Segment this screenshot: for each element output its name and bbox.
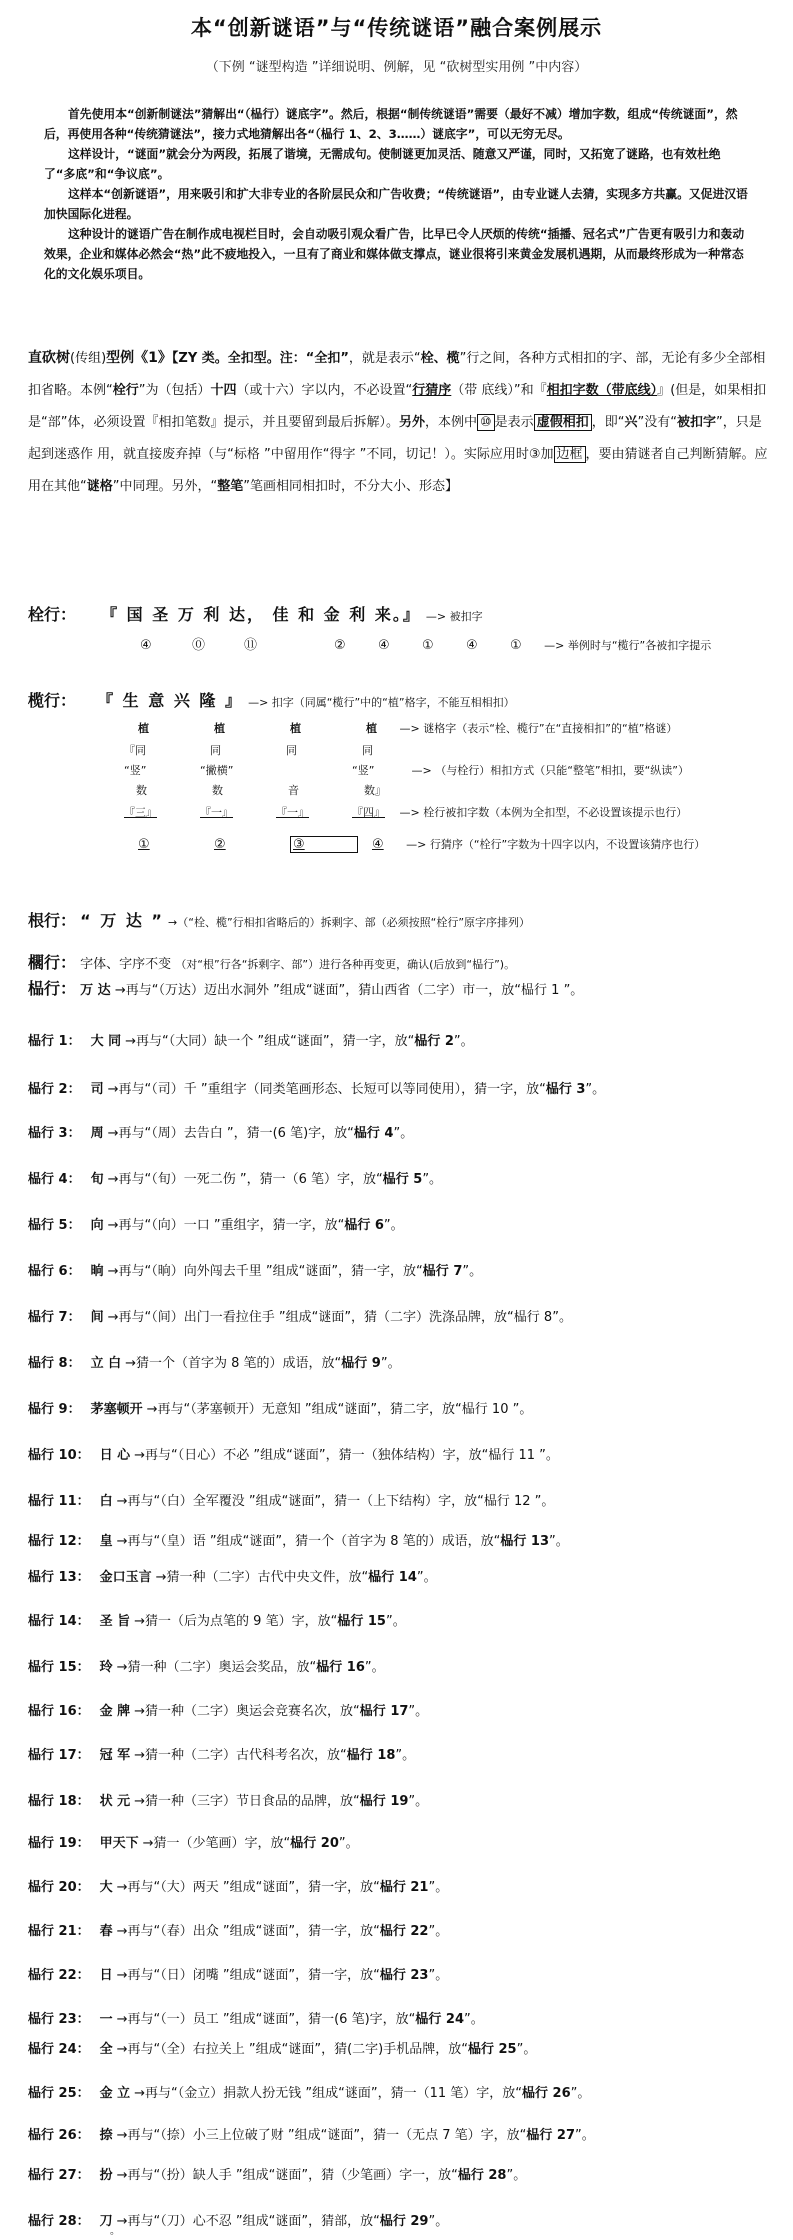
entry-value: 春: [99, 1924, 113, 1939]
entry-label: 榀行 25：: [28, 2086, 90, 2101]
entry-end: ”。: [383, 1218, 404, 1233]
entry-desc: →猜一种（二字）古代中央文件，放“: [155, 1570, 369, 1585]
shuan-nums-row: [140, 634, 711, 653]
entry-end: ”。: [552, 1310, 572, 1325]
entry-target: 榀行 16: [316, 1660, 365, 1675]
entry-label: 榀行 19：: [28, 1836, 90, 1851]
pin-entry: [28, 2164, 526, 2183]
entry-value: 旬: [90, 1172, 104, 1187]
entry-label: 榀行 17：: [28, 1748, 90, 1763]
entry-desc: →猜一种（二字）奥运会奖品，放“: [116, 1660, 317, 1675]
entry-value: 全: [99, 2042, 113, 2057]
entry-target: 榀行 22: [379, 1924, 429, 1939]
text-span: 栓、榄: [420, 351, 460, 366]
entry-end: ”。: [393, 1126, 414, 1141]
entry-target: 榀行 27: [526, 2128, 576, 2143]
entry-target: 榀行 2: [414, 1034, 454, 1049]
entry-end: ”。: [462, 1264, 483, 1279]
entry-label: 榀行 7：: [28, 1310, 81, 1325]
entry-target: 榀行 20: [290, 1836, 339, 1851]
entry-value: 甲天下: [99, 1836, 139, 1851]
lan-line: 『 生 意 兴 隆 』: [97, 691, 243, 710]
text-span: （或十六）字以内，不必设置“: [236, 383, 413, 398]
gen-desc: →（“栓、榄”行相扣省略后的）拆剩字、部（必须按照“栓行”原字序排列）: [168, 916, 531, 929]
text-span: 行猜序: [412, 383, 452, 398]
gen-label: 根行：: [28, 911, 77, 930]
pin-entry: [28, 1352, 401, 1371]
lan-cell: ④: [372, 837, 384, 852]
entry-label: 榀行 26：: [28, 2128, 90, 2143]
lan-row-zhi: [138, 720, 677, 736]
entry-target: 榀行 18: [346, 1748, 396, 1763]
pin-entry: [28, 1444, 559, 1463]
entry-label: 榀行 4：: [28, 1172, 81, 1187]
entry-value: 间: [90, 1310, 104, 1325]
entry-value: 金口玉言: [99, 1570, 152, 1585]
pin-entry: [28, 1920, 448, 1939]
entry-desc: →再与“（司）千 ”重组字（同类笔画形态、长短可以等同使用），猜一字，放“: [107, 1082, 546, 1097]
entry-target: 榀行 24: [415, 2012, 465, 2027]
entry-desc: →猜一（少笔画）字，放“: [142, 1836, 291, 1851]
shuan-num: ①: [510, 638, 522, 653]
pin-entry: [28, 1610, 406, 1629]
lan-label: 榄行：: [28, 691, 77, 710]
pin-entry: [28, 1260, 482, 1279]
entry-desc: →再与“（日）闭嘴 ”组成“谜面”，猜一字，放“: [116, 1968, 380, 1983]
entry-label: 榀行 1：: [28, 1034, 81, 1049]
text-span: ，即“: [591, 415, 625, 430]
entry-label: 榀行 24：: [28, 2042, 90, 2057]
shuan-num: ④: [140, 638, 152, 653]
page-title: 本“创新谜语”与“传统谜语”融合案例展示: [190, 16, 603, 40]
entry-value: 状 元: [99, 1794, 131, 1809]
entry-end: ”。: [385, 1614, 406, 1629]
entry-desc: →再与“（金立）捐款人扮无钱 ”组成“谜面”，猜一（11 笔）字，放“: [134, 2086, 523, 2101]
pin-entry: [28, 1030, 474, 1049]
entry-end: ”。: [549, 1534, 569, 1549]
entry-desc: →再与“（大同）缺一个 ”组成“谜面”，猜一字，放“: [125, 1034, 415, 1049]
entry-end: ”。: [464, 2012, 484, 2027]
entry-value: 周: [90, 1126, 104, 1141]
ge-label: 櫊行：: [28, 953, 77, 972]
text-span: ，本例中: [425, 415, 478, 430]
pin-entry: [28, 1078, 605, 1097]
text-span: “全扣”: [305, 351, 349, 366]
gen-row: [28, 908, 530, 931]
entry-value: 白: [99, 1494, 113, 1509]
entry-desc: →再与“（茅塞顿开）无意知 ”组成“谜面”，猜二字，放“榀行 10 ”。: [146, 1402, 533, 1417]
lan-note: —> 栓行被扣字数（本例为全扣型，不必设置该提示也行）: [399, 806, 688, 819]
entry-end: ”。: [422, 1172, 443, 1187]
entry-label: 榀行 21：: [28, 1924, 90, 1939]
ge-row: [28, 950, 515, 973]
entry-value: 司: [90, 1082, 104, 1097]
shuan-row: [28, 602, 483, 625]
shuan-note: —> 被扣字: [425, 610, 483, 623]
shuan-num: ④: [466, 638, 478, 653]
text-span: （带 底线）”和『: [451, 383, 547, 398]
gen-value: “ 万 达 ”: [80, 911, 164, 930]
text-span: 被扣字: [676, 415, 716, 430]
pin-entry: [28, 2210, 448, 2229]
pin-value: 万 达: [80, 983, 111, 998]
entry-end: ”。: [428, 2214, 449, 2229]
pin-entry: [28, 1214, 404, 1233]
pin-entry: [28, 1122, 413, 1141]
entry-end: ”。: [380, 1356, 401, 1371]
entry-target: 榀行 28: [457, 2168, 507, 2183]
text-span: 边框: [554, 446, 586, 463]
entry-label: 榀行 20：: [28, 1880, 90, 1895]
pin-entry: [28, 2082, 590, 2101]
pin-entry: [28, 1700, 428, 1719]
entry-label: 榀行 9：: [28, 1402, 81, 1417]
lan-cell: 『四』: [352, 806, 385, 819]
shuan-num: ④: [378, 638, 390, 653]
entry-desc: →猜一种（三字）节日食品的品牌，放“: [134, 1794, 360, 1809]
intro-paragraph: 这种设计的谜语广告在制作成电视栏目时，会自动吸引观众看广告，比早已令人厌烦的传统“插播、冠名式”广告更有吸引力和轰动效果，企业和媒体必然会“热”此不疲地投入，一旦有了商业和媒体做支撑点，谜业很将引来黄金发展机遇期，从而最终形成为一种常态化的文化娱乐项目。: [44, 227, 745, 281]
lan-cell: 『一』: [200, 806, 233, 819]
entry-value: 金 牌: [99, 1704, 131, 1719]
entry-desc: →再与“（旬）一死二伤 ”，猜一（6 笔）字，放“: [107, 1172, 383, 1187]
entry-desc: →再与“（周）去告白 ”，猜一(6 笔)字，放“: [107, 1126, 354, 1141]
text-span: ”行之间，各种方式相扣的字、部，无论有多少全部相扣省略。本例“: [28, 351, 766, 398]
entry-label: 榀行 14：: [28, 1614, 90, 1629]
lan-cell: 音: [288, 784, 299, 797]
entry-label: 榀行 22：: [28, 1968, 90, 1983]
intro-paragraph: 首先使用本“创新制谜法”猜解出“（榀行）谜底字”。然后，根据“制传统谜语”需要（最好不减）增加字数，组成“传统谜面”，然后，再使用各种“传统猜谜法”，接力式地猜解出各“（榀行 1、2、3……）谜底字”，可以无穷无尽。: [44, 107, 738, 141]
entry-value: 圣 旨: [99, 1614, 131, 1629]
entry-value: 冠 军: [99, 1748, 131, 1763]
entry-value: 皇: [99, 1534, 113, 1549]
entry-label: 榀行 23：: [28, 2012, 90, 2027]
example-number: 型例《1》: [106, 350, 172, 366]
entry-target: 榀行 5: [382, 1172, 423, 1187]
text-span: ”没有“: [637, 415, 677, 430]
lan-cell: 同: [362, 744, 373, 757]
entry-desc: →再与“（刀）心不忍 ”组成“谜面”，猜部，放“: [116, 2214, 380, 2229]
entry-desc: →再与“（一）员工 ”组成“谜面”，猜一(6 笔)字，放“: [116, 2012, 416, 2027]
pin-entry: [28, 2008, 484, 2027]
pin-label: 榀行：: [28, 979, 77, 998]
entry-label: 榀行 10：: [28, 1448, 90, 1463]
pin-entry: [28, 1398, 532, 1417]
pin-entry: [28, 1790, 428, 1809]
entry-value: 金 立: [99, 2086, 131, 2101]
lan-cell: 同: [210, 744, 221, 757]
lan-note: —> 谜格字（表示“栓、榄行”在“直接相扣”的“植”格谜）: [399, 722, 678, 735]
entry-desc: →猜一个（首字为 8 笔的）成语，放“: [125, 1356, 342, 1371]
lan-row-caixu: [138, 836, 705, 853]
shuan-note: —> 举例时与“榄行”各被扣字提示: [544, 639, 712, 652]
entry-desc: →再与“（皇）语 ”组成“谜面”，猜一个（首字为 8 笔的）成语，放“: [116, 1534, 501, 1549]
entry-target: 榀行 7: [422, 1264, 463, 1279]
entry-target: 榀行 29: [379, 2214, 429, 2229]
entry-desc: →再与“（大）两天 ”组成“谜面”，猜一字，放“: [116, 1880, 380, 1895]
shuan-num: ①: [422, 638, 434, 653]
lan-row-tong: [124, 742, 402, 758]
entry-target: 榀行 6: [344, 1218, 384, 1233]
entry-target: 榀行 19: [359, 1794, 409, 1809]
pin-entry: [28, 1656, 385, 1675]
entry-target: 榀行 13: [500, 1534, 550, 1549]
entry-end: ”。: [408, 1704, 429, 1719]
entry-label: 榀行 6：: [28, 1264, 81, 1279]
entry-target: 榀行 4: [353, 1126, 394, 1141]
pin-entry: [28, 1306, 572, 1325]
entry-end: ”。: [570, 2086, 591, 2101]
lan-note: —> （与栓行）相扣方式（只能“整笔”相扣，要“纵读”）: [411, 764, 690, 777]
pin-desc: →再与“（万达）迈出水洞外 ”组成“谜面”，猜山西省（二字）市一，放“榀行 1 ”。: [114, 983, 584, 998]
entry-end: ”。: [585, 1082, 606, 1097]
entry-desc: →再与“（全）右拉关上 ”组成“谜面”，猜(二字)手机品牌，放“: [116, 2042, 468, 2057]
text-span: ”中同理。另外，“: [112, 479, 218, 494]
entry-target: 榀行 26: [522, 2086, 571, 2101]
lan-cell: 植: [290, 722, 301, 735]
shuan-num: ②: [334, 638, 346, 653]
text-span: 【ZY 类。全扣型。注：: [171, 351, 306, 366]
lan-cell: 『三』: [124, 806, 157, 819]
lan-cell: 『一』: [276, 806, 309, 819]
lan-cell: “竖”: [124, 764, 147, 777]
entry-desc: →再与“（晌）向外闯去千里 ”组成“谜面”，猜一字，放“: [107, 1264, 423, 1279]
entry-value: 玲: [99, 1660, 113, 1675]
page-subtitle: （下例 “谜型构造 ”详细说明、例解，见 “砍树型实用例 ”中内容）: [205, 60, 588, 75]
text-span: ”为（包括）: [138, 383, 211, 398]
entry-label: 榀行 18：: [28, 1794, 90, 1809]
text-span: 栓行: [112, 383, 139, 398]
example-name: 直砍树: [28, 350, 70, 366]
entry-label: 榀行 3：: [28, 1126, 81, 1141]
intro-section: [44, 104, 750, 284]
pin-entry: [28, 1964, 448, 1983]
entry-desc: →猜一种（二字）奥运会竞赛名次，放“: [134, 1704, 360, 1719]
text-span: 谜格: [86, 479, 113, 494]
entry-end: ”。: [364, 1660, 385, 1675]
entry-end: ”。: [428, 1968, 449, 1983]
intro-paragraph: 这样设计，“谜面”就会分为两段，拓展了谐境，无需成句。使制谜更加灵活、随意又严谨，同时，又拓宽了谜路，也有效杜绝了“多底”和“争议底”。: [44, 147, 721, 181]
text-span: 整笔: [217, 479, 244, 494]
entry-end: ”。: [575, 2128, 595, 2143]
entry-end: ”。: [395, 1748, 416, 1763]
entry-desc: →猜一（后为点笔的 9 笔）字，放“: [134, 1614, 338, 1629]
entry-end: ”。: [516, 2042, 537, 2057]
entry-value: 捺: [99, 2128, 113, 2143]
entry-end: ”。: [428, 1880, 449, 1895]
entry-value: 大 同: [90, 1034, 122, 1049]
example-type: (传组): [70, 351, 107, 366]
entry-end: ”。: [416, 1570, 437, 1585]
entry-end: ”。: [453, 1034, 474, 1049]
entry-end: ”。: [428, 1924, 449, 1939]
lan-cell: 植: [366, 722, 377, 735]
entry-value: 一: [99, 2012, 113, 2027]
lan-cell: 植: [138, 722, 149, 735]
entry-target: 榀行 15: [337, 1614, 386, 1629]
pin-entry: [28, 2038, 536, 2057]
text-span: ”笔画相同相扣时，不分大小、形态】: [243, 479, 459, 494]
pin-row: [28, 976, 583, 999]
intro-paragraph: 这样本“创新谜语”，用来吸引和扩大非专业的各阶层民众和广告收费；“传统谜语”，由专业谜人去猜，实现多方共赢。又促进汉语加快国际化进程。: [44, 187, 748, 221]
lan-note: —> 扣字（同属“榄行”中的“植”格字，不能互相相扣）: [248, 696, 515, 709]
entry-value: 向: [90, 1218, 104, 1233]
lan-cell: 数: [212, 784, 223, 797]
pin-entry: [28, 1168, 442, 1187]
text-span: ”，只是起到迷惑作 用，就直接废弃掉（与“标格 ”中留用作“得字 ”不同，切记！）。实际应用时③加: [28, 415, 762, 462]
ge-desc: （对“根”行各“拆剩字、部”）进行各种再变更，确认(后放到“榀行”)。: [175, 958, 516, 971]
entry-target: 榀行 25: [467, 2042, 517, 2057]
entry-target: 榀行 3: [545, 1082, 586, 1097]
entry-target: 榀行 17: [359, 1704, 409, 1719]
entry-label: 榀行 8：: [28, 1356, 81, 1371]
entry-label: 榀行 13：: [28, 1570, 90, 1585]
entry-desc: →再与“（日心）不必 ”组成“谜面”，猜一（独体结构）字，放“榀行 11 ”。: [134, 1448, 559, 1463]
entry-value: 刀: [99, 2214, 113, 2229]
footer-mark: 。: [110, 2226, 120, 2237]
text-span: 』(但是，如果相扣是“部”体，必须设置『相扣笔数』提示，并且要留到最后拆解）。: [28, 383, 767, 430]
lan-row-zishu: [124, 804, 687, 820]
text-span: 另外: [398, 415, 425, 430]
lan-cell: ①: [138, 837, 150, 852]
entry-value: 扮: [99, 2168, 113, 2183]
entry-end: ”。: [506, 2168, 527, 2183]
shuan-line: 『 国 圣 万 利 达， 佳 和 金 利 来。』: [101, 605, 421, 624]
lan-cell: “撇横”: [200, 764, 234, 777]
text-span: ⑩: [477, 414, 495, 431]
text-span: ，就是表示“: [348, 351, 421, 366]
example-description: [28, 342, 768, 503]
entry-desc: →猜一种（二字）古代科考名次，放“: [134, 1748, 347, 1763]
entry-value: 立 白: [90, 1356, 122, 1371]
entry-desc: →再与“（捺）小三上位破了财 ”组成“谜面”，猜一（无点 7 笔）字，放“: [116, 2128, 527, 2143]
entry-label: 榀行 5：: [28, 1218, 81, 1233]
entry-desc: →再与“（春）出众 ”组成“谜面”，猜一字，放“: [116, 1924, 380, 1939]
entry-target: 榀行 21: [379, 1880, 429, 1895]
entry-label: 榀行 2：: [28, 1082, 81, 1097]
pin-entry: [28, 1876, 448, 1895]
entry-desc: →再与“（扮）缺人手 ”组成“谜面”，猜（少笔画）字一，放“: [116, 2168, 458, 2183]
entry-target: 榀行 23: [379, 1968, 429, 1983]
entry-label: 榀行 27：: [28, 2168, 90, 2183]
lan-cell: 数』: [364, 784, 386, 797]
entry-label: 榀行 28：: [28, 2214, 90, 2229]
entry-target: 榀行 9: [341, 1356, 381, 1371]
lan-cell: “竖”: [352, 764, 375, 777]
entry-value: 日 心: [99, 1448, 131, 1463]
entry-value: 日: [99, 1968, 113, 1983]
text-span: 十四: [210, 383, 237, 398]
lan-row-shu: [136, 782, 404, 798]
entry-desc: →再与“（白）全军覆没 ”组成“谜面”，猜一（上下结构）字，放“榀行 12 ”。: [116, 1494, 555, 1509]
entry-end: ”。: [338, 1836, 359, 1851]
entry-target: 榀行 14: [368, 1570, 417, 1585]
text-span: 兴: [624, 415, 638, 430]
entry-value: 茅塞顿开: [90, 1402, 143, 1417]
lan-row: [28, 688, 515, 711]
pin-entry: [28, 1832, 359, 1851]
shuan-num: ⑪: [244, 638, 258, 653]
pin-entry: [28, 1744, 415, 1763]
entry-end: ”。: [408, 1794, 429, 1809]
lan-cell: ③: [290, 836, 358, 853]
entry-value: 晌: [90, 1264, 104, 1279]
shuan-num: ⓪: [192, 638, 206, 653]
entry-desc: →再与“（间）出门一看拉住手 ”组成“谜面”，猜（二字）洗涤品牌，放“榀行 8: [107, 1310, 553, 1325]
entry-label: 榀行 12：: [28, 1534, 90, 1549]
text-span: 相扣字数（带底线）: [546, 383, 658, 398]
pin-entry: [28, 2124, 595, 2143]
lan-cell: ②: [214, 837, 226, 852]
pin-entry: [28, 1490, 554, 1509]
entry-label: 榀行 11：: [28, 1494, 90, 1509]
lan-cell: 『同: [124, 744, 146, 757]
ge-value: 字体、字序不变: [80, 957, 172, 972]
entry-label: 榀行 16：: [28, 1704, 90, 1719]
lan-cell: 植: [214, 722, 225, 735]
text-span: 虚假相扣: [534, 414, 592, 431]
lan-cell: 数: [136, 784, 147, 797]
lan-note: —> 行猜序（“栓行”字数为十四字以内，不设置该猜序也行）: [406, 838, 706, 851]
lan-row-fangshi: [124, 762, 689, 778]
text-span: 是表示: [494, 415, 534, 430]
shuan-label: 栓行：: [28, 605, 77, 624]
entry-value: 大: [99, 1880, 113, 1895]
entry-desc: →再与“（向）一口 ”重组字，猜一字，放“: [107, 1218, 345, 1233]
entry-label: 榀行 15：: [28, 1660, 90, 1675]
pin-entry: [28, 1566, 437, 1585]
pin-entry: [28, 1530, 569, 1549]
text-span: ，要由猜谜者自己判断猜解。应用在其他“: [28, 447, 768, 494]
lan-cell: 同: [286, 744, 297, 757]
